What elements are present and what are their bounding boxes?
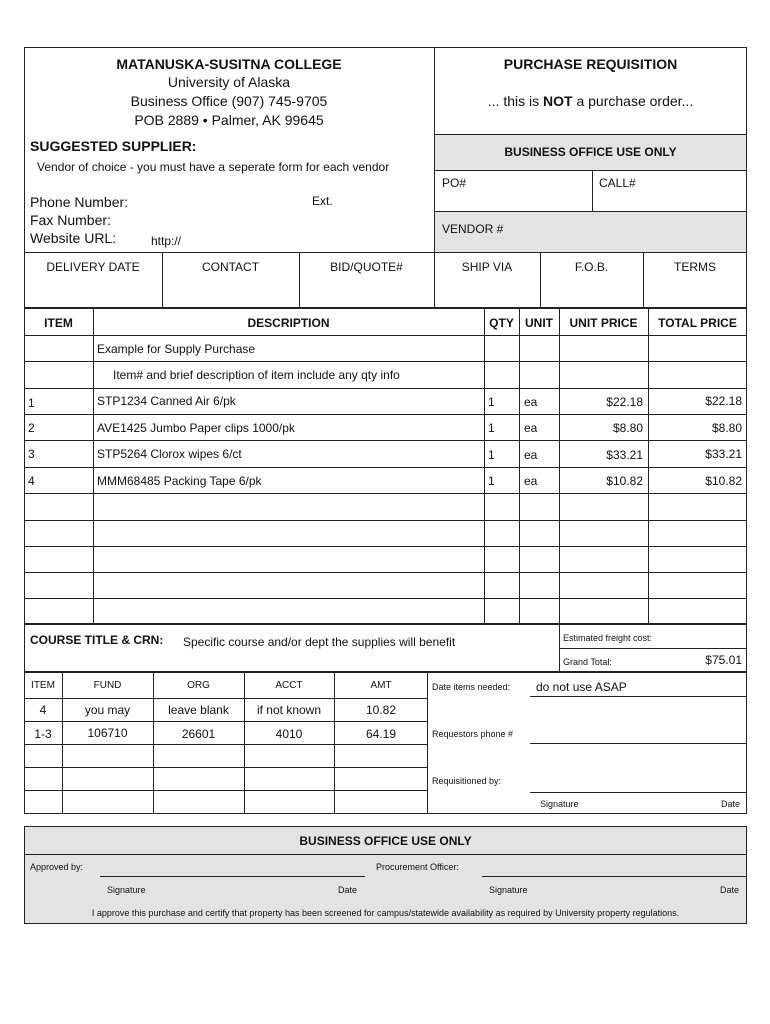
item-qty: 1 [488,474,495,488]
date-needed-value: do not use ASAP [536,680,627,694]
acct-header: ACCT [275,680,303,691]
requisitioned-by-line [530,792,747,793]
note-bold: NOT [543,93,573,109]
items-row-line [24,520,747,521]
procurement-officer-line [482,876,747,877]
fax-label: Fax Number: [30,212,111,228]
items-col-line-3 [519,308,520,624]
website-value: http:// [151,234,182,248]
fund-item-header: ITEM [31,680,55,691]
note-pre: ... this is [487,93,544,109]
items-row-line [24,546,747,547]
call-label: CALL# [599,176,636,190]
freight-divider [559,648,747,649]
fund-row-acct: if not known [256,703,322,717]
college-name: MATANUSKA-SUSITNA COLLEGE [116,56,342,72]
supplier-note: Vendor of choice - you must have a seperate form for each vendor [37,160,390,174]
approved-by-label: Approved by: [30,862,84,872]
fund-row-line [24,767,428,768]
course-value: Specific course and/or dept the supplies will benefit [183,635,456,649]
item-unit-price: $33.21 [606,448,643,462]
fund-row-acct: 4010 [275,727,303,741]
item-unit: ea [524,448,538,462]
office-use-heading: BUSINESS OFFICE USE ONLY [504,145,677,159]
unit-price-col-header: UNIT PRICE [569,316,638,330]
item-description: STP1234 Canned Air 6/pk [97,394,236,408]
items-row-line [24,598,747,599]
requestor-phone-line [530,743,747,744]
amt-header: AMT [370,680,392,691]
not-purchase-order-note [434,93,747,109]
approver-date-label: Date [338,885,358,895]
delivery-date-header: DELIVERY DATE [46,260,140,274]
bid-quote-header: BID/QUOTE# [330,260,403,274]
fund-row-fund: 106710 [87,726,128,740]
example-line: Example for Supply Purchase [97,342,256,356]
org-header: ORG [187,680,210,691]
date-needed-line [530,696,747,697]
instruction-line: Item# and brief description of item include any qty info [113,368,400,382]
fund-row-amt: 10.82 [365,703,397,717]
item-unit: ea [524,474,538,488]
vendor-label: VENDOR # [442,222,504,236]
item-unit-price: $8.80 [612,421,643,435]
items-row-line [24,572,747,573]
date-needed-label: Date items needed: [432,682,511,692]
fund-row-org: 26601 [181,727,216,741]
item-total-price: $22.18 [705,394,742,408]
total-price-col-header: TOTAL PRICE [658,316,737,330]
unit-col-header: UNIT [525,316,553,330]
item-number: 1 [28,396,35,410]
website-label: Website URL: [30,230,117,246]
fund-col-line-4 [334,672,335,814]
item-unit-price: $22.18 [606,395,643,409]
item-unit: ea [524,395,538,409]
items-row-line [24,388,747,389]
item-total-price: $8.80 [711,421,742,435]
fund-row-line [24,744,428,745]
item-total-price: $33.21 [705,447,742,461]
procurement-officer-label: Procurement Officer: [376,862,459,872]
funding-table [24,672,428,814]
fund-row-fund: you may [84,703,131,717]
items-row-line [24,335,747,336]
grand-total-value: $75.01 [705,653,742,667]
requestor-date-label: Date [721,799,741,809]
items-col-line-1 [93,308,94,624]
approver-signature-label: Signature [107,885,146,895]
item-qty: 1 [488,448,495,462]
fund-row-org: leave blank [168,703,229,717]
grand-total-label: Grand Total: [563,657,612,667]
item-total-price: $10.82 [705,474,742,488]
items-row-line [24,414,747,415]
fund-col-line-2 [153,672,154,814]
item-qty: 1 [488,395,495,409]
approval-heading: BUSINESS OFFICE USE ONLY [299,834,472,848]
requestor-phone-label: Requestors phone # [432,729,514,739]
item-description: STP5264 Clorox wipes 6/ct [97,447,242,461]
item-number: 3 [28,447,35,461]
approval-heading-line [24,854,747,855]
contact-header: CONTACT [201,260,260,274]
officer-date-label: Date [720,885,740,895]
course-label: COURSE TITLE & CRN: [30,633,164,647]
items-row-line [24,467,747,468]
items-col-line-2 [484,308,485,624]
requestor-signature-label: Signature [540,799,579,809]
university-name: University of Alaska [167,74,291,90]
items-row-line [24,493,747,494]
description-col-header: DESCRIPTION [247,316,330,330]
items-row-line [24,440,747,441]
note-post: a purchase order... [572,93,694,109]
fund-col-line-3 [244,672,245,814]
item-number: 4 [28,474,35,488]
items-col-line-4 [559,308,560,624]
ext-label: Ext. [312,194,333,208]
certification-text: I approve this purchase and certify that property has been screened for campus/statewide availability as required by University property regulations. [91,908,680,918]
fund-row-amt: 64.19 [365,727,397,741]
fund-row-item: 4 [39,703,47,717]
items-row-line [24,361,747,362]
business-office-phone: Business Office (907) 745-9705 [130,93,328,109]
ship-via-header: SHIP VIA [461,260,513,274]
item-qty: 1 [488,421,495,435]
phone-label: Phone Number: [30,194,129,210]
qty-col-header: QTY [489,316,514,330]
fund-row-line [24,698,428,699]
fund-row-item: 1-3 [34,727,52,741]
officer-signature-label: Signature [489,885,528,895]
requisitioned-by-label: Requisitioned by: [432,776,502,786]
item-number: 2 [28,421,35,435]
fund-row-line [24,721,428,722]
item-unit: ea [524,421,538,435]
item-description: MMM68485 Packing Tape 6/pk [97,474,262,488]
approved-by-line [100,876,365,877]
form-title: PURCHASE REQUISITION [503,56,678,72]
freight-label: Estimated freight cost: [563,633,653,643]
fund-col-line-1 [62,672,63,814]
supplier-heading: SUGGESTED SUPPLIER: [30,138,197,154]
item-description: AVE1425 Jumbo Paper clips 1000/pk [97,421,295,435]
address: POB 2889 • Palmer, AK 99645 [134,112,324,128]
item-col-header: ITEM [44,316,73,330]
fob-header: F.O.B. [574,260,609,274]
fund-row-line [24,790,428,791]
po-label: PO# [442,176,467,190]
fund-header: FUND [93,680,122,691]
item-unit-price: $10.82 [606,474,643,488]
items-col-line-5 [648,308,649,624]
terms-header: TERMS [674,260,716,274]
